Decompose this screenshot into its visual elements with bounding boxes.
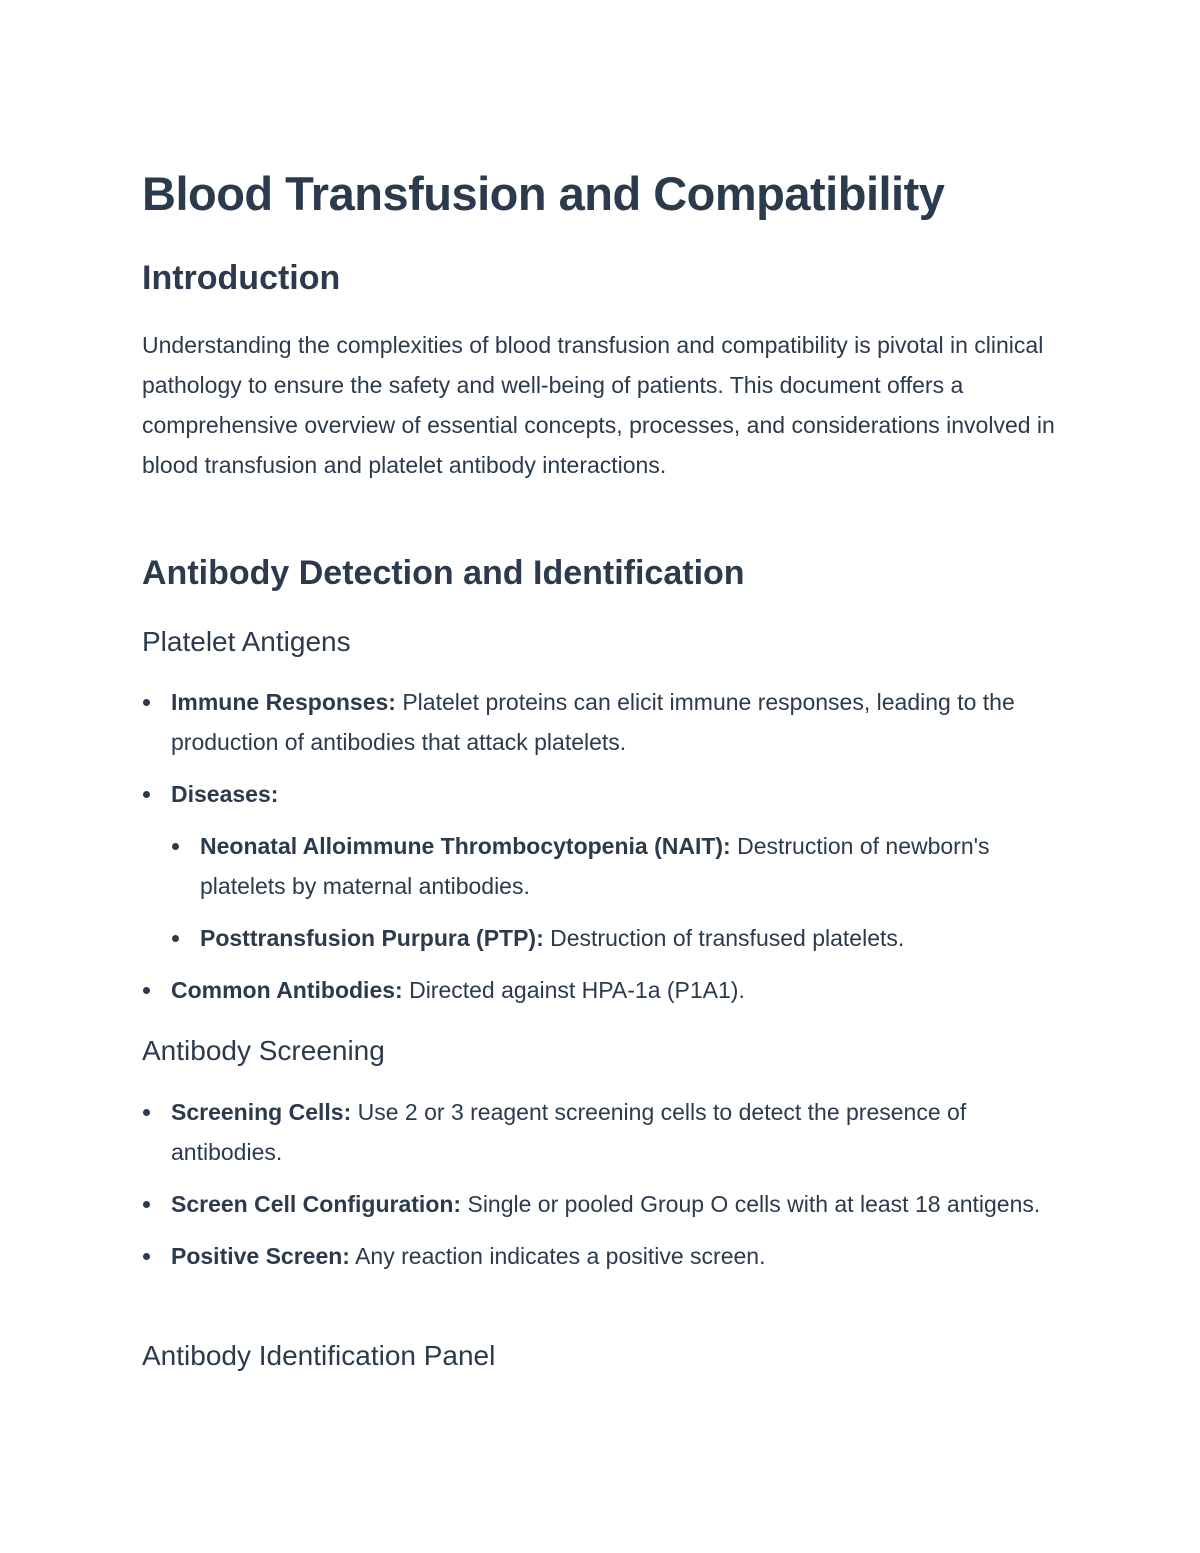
item-label: Posttransfusion Purpura (PTP): [200,925,544,951]
item-label: Immune Responses: [171,689,396,715]
list-item [142,970,1062,1010]
document-title: Blood Transfusion and Compatibility [142,167,945,220]
item-text: Destruction of transfused platelets. [543,925,905,951]
item-label: Diseases: [171,781,279,807]
list-item [142,1236,1062,1276]
item-text: Platelet proteins can elicit immune responses, leading to the production of antibodies that attack platelets. [171,689,1015,755]
item-label: Common Antibodies: [171,977,403,1003]
identification-panel-heading: Antibody Identification Panel [142,1340,496,1371]
antibody-screening-heading: Antibody Screening [142,1035,385,1066]
platelet-antigens-list [142,682,1062,1022]
item-text: Use 2 or 3 reagent screening cells to detect the presence of antibodies. [171,1099,967,1165]
item-text: Single or pooled Group O cells with at least 18 antigens. [461,1191,1041,1217]
item-text: Directed against HPA-1a (P1A1). [402,977,745,1003]
list-item [142,1184,1062,1224]
list-item [142,1092,1062,1172]
item-label: Neonatal Alloimmune Thrombocytopenia (NAIT): [200,833,731,859]
intro-paragraph: Understanding the complexities of blood transfusion and compatibility is pivotal in clinical pathology to ensure the safety and well-being of patients. This document offers a comprehensive overview of essential concepts, processes, and considerations involved in blood transfusion and platelet antibody interactions. [142,332,1055,478]
item-label: Positive Screen: [171,1243,350,1269]
platelet-antigens-heading: Platelet Antigens [142,626,351,657]
item-label: Screen Cell Configuration: [171,1191,462,1217]
list-item [142,682,1062,762]
intro-heading: Introduction [142,259,341,297]
item-text: Any reaction indicates a positive screen. [349,1243,766,1269]
item-text: Destruction of newborn's platelets by maternal antibodies. [200,833,990,899]
antibody-screening-list [142,1092,1062,1288]
list-item [142,826,1062,906]
list-item [142,918,1062,958]
item-label: Screening Cells: [171,1099,352,1125]
section-heading: Antibody Detection and Identification [142,554,745,592]
list-item [142,774,1062,814]
